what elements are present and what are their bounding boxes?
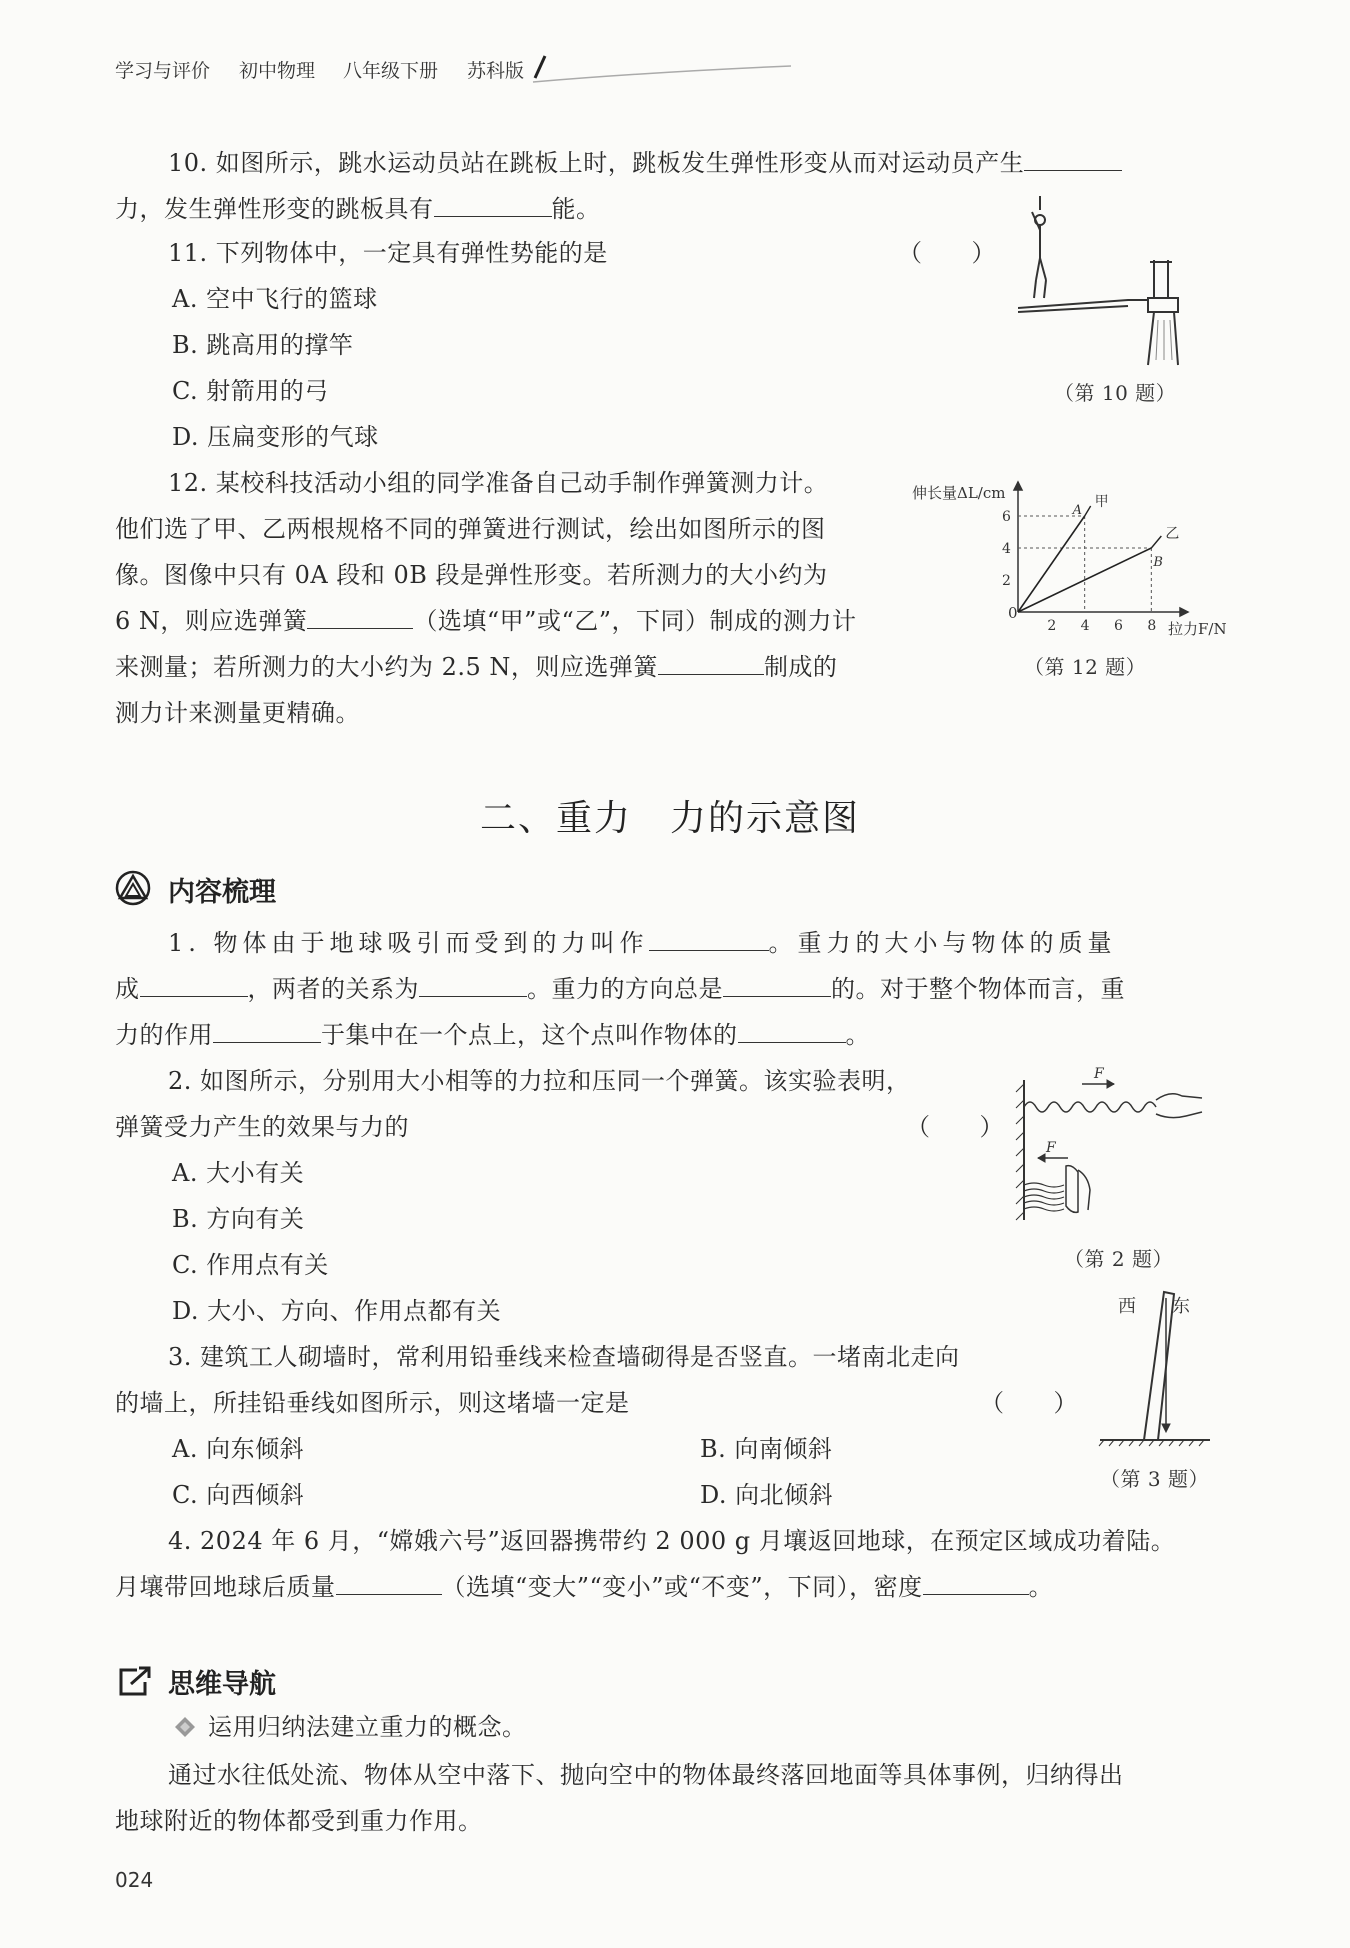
- chart-y-ticks: [1002, 509, 1011, 589]
- r3-figure-caption: （第 3 题）: [1100, 1467, 1209, 1491]
- force-label-top: F: [1094, 1066, 1104, 1082]
- west-label: 西: [1118, 1296, 1136, 1317]
- guide-heading: 思维导航: [168, 1669, 276, 1700]
- r1-blank-2[interactable]: [140, 974, 248, 997]
- q10-figure-caption: （第 10 题）: [1054, 381, 1177, 405]
- r1-blank-1[interactable]: [649, 928, 769, 951]
- r3-option-c[interactable]: C. 向西倾斜: [172, 1481, 305, 1509]
- r3-line2: 的墙上，所挂铅垂线如图所示，则这堵墙一定是: [115, 1389, 630, 1417]
- diamond-bullet-icon: [174, 1716, 196, 1742]
- q10-blank-2[interactable]: [434, 194, 552, 217]
- r1-blank-3[interactable]: [419, 974, 527, 997]
- q10-line1: 10. 如图所示，跳水运动员站在跳板上时，跳板发生弹性形变从而对运动员产生: [168, 148, 1122, 178]
- r3-answer-bracket[interactable]: （ ）: [980, 1389, 1078, 1417]
- r3-option-b[interactable]: B. 向南倾斜: [700, 1435, 833, 1463]
- q11-option-b[interactable]: B. 跳高用的撑竿: [172, 331, 354, 359]
- chart-y-tick-label: 4: [1002, 541, 1011, 557]
- q12-line5: 来测量；若所测力的大小约为 2.5 N，则应选弹簧 制成的: [115, 653, 838, 681]
- r1-blank-5[interactable]: [213, 1020, 321, 1043]
- section-title: 二、重力 力的示意图: [480, 798, 861, 839]
- chart-y-tick-label: 6: [1002, 509, 1011, 525]
- review-heading: 内容梳理: [168, 877, 276, 908]
- q12-line1: 12. 某校科技活动小组的同学准备自己动手制作弹簧测力计。: [168, 469, 829, 497]
- q12-line4: 6 N，则应选弹簧 （选填“甲”或“乙”，下同）制成的测力计: [115, 607, 857, 635]
- r2-answer-bracket[interactable]: （ ）: [906, 1113, 1004, 1141]
- r2-option-c[interactable]: C. 作用点有关: [172, 1251, 329, 1279]
- chart-x-tick-label: 4: [1080, 618, 1090, 634]
- page-header: [115, 52, 795, 92]
- r3-option-a[interactable]: A. 向东倾斜: [172, 1435, 305, 1463]
- r4-line2: 月壤带回地球后质量 （选填“变大”“变小”或“不变”，下同），密度 。: [115, 1573, 1054, 1601]
- r4-line1: 4. 2024 年 6 月，“嫦娥六号”返回器携带约 2 000 g 月壤返回地球，在预定区域成功着陆。: [168, 1527, 1176, 1555]
- r3-line1: 3. 建筑工人砌墙时，常利用铅垂线来检查墙砌得是否竖直。一堵南北走向: [168, 1343, 960, 1371]
- force-label-bottom: F: [1046, 1140, 1056, 1156]
- q12-line2: 他们选了甲、乙两根规格不同的弹簧进行测试，绘出如图所示的图: [115, 515, 826, 543]
- r2-line2: 弹簧受力产生的效果与力的: [115, 1113, 409, 1141]
- r3-option-d[interactable]: D. 向北倾斜: [700, 1481, 834, 1509]
- review-triangle-icon: [115, 870, 155, 906]
- q11-option-a[interactable]: A. 空中飞行的篮球: [172, 285, 378, 313]
- r1-line1: 1. 物体由于地球吸引而受到的力叫作 。重力的大小与物体的质量: [168, 929, 1117, 957]
- east-label: 东: [1172, 1296, 1190, 1317]
- q10-blank-1[interactable]: [1024, 148, 1122, 171]
- q11-option-d[interactable]: D. 压扁变形的气球: [172, 423, 379, 451]
- q11-stem: 11. 下列物体中，一定具有弹性势能的是: [168, 239, 608, 267]
- q12-figure-caption: （第 12 题）: [1024, 655, 1147, 679]
- chart-x-tick-label: 2: [1047, 618, 1057, 634]
- header-grade: 八年级下册: [343, 60, 439, 82]
- guide-arrow-box-icon: [115, 1664, 155, 1700]
- chart-x-tick-label: 8: [1147, 618, 1157, 634]
- chart-x-ticks: [1047, 618, 1156, 634]
- r4-blank-1[interactable]: [336, 1572, 442, 1595]
- spring-pull-push-figure: [1010, 1060, 1220, 1230]
- guide-paragraph-line1: 通过水往低处流、物体从空中落下、抛向空中的物体最终落回地面等具体事例，归纳得出: [168, 1761, 1124, 1789]
- r2-line1: 2. 如图所示，分别用大小相等的力拉和压同一个弹簧。该实验表明，: [168, 1067, 911, 1095]
- chart-y-arrow: [1014, 482, 1022, 490]
- chart-series-line-1: [1018, 516, 1085, 612]
- chart-x-arrow: [1180, 608, 1188, 616]
- page-number: 024: [115, 1868, 154, 1892]
- header-series: 学习与评价: [115, 60, 211, 82]
- r2-option-b[interactable]: B. 方向有关: [172, 1205, 305, 1233]
- r4-blank-2[interactable]: [923, 1572, 1029, 1595]
- r2-figure-caption: （第 2 题）: [1064, 1247, 1173, 1271]
- q12-line6: 测力计来测量更精确。: [115, 699, 360, 727]
- chart-point-label: A: [1072, 503, 1083, 518]
- header-edition: 苏科版: [467, 60, 525, 82]
- chart-series-name-label: 甲: [1094, 494, 1109, 510]
- chart-y-axis-label: 伸长量ΔL/cm: [912, 484, 1006, 502]
- q10-line2: 力，发生弹性形变的跳板具有 能。: [115, 195, 601, 223]
- q12-spring-chart: [910, 478, 1240, 648]
- chart-guide-lines: [1018, 516, 1151, 612]
- chart-series-name-label: 乙: [1165, 526, 1180, 542]
- chart-y-tick-label: 2: [1002, 573, 1011, 589]
- plumb-wall-figure: [1080, 1290, 1230, 1450]
- diving-board-figure: [1018, 190, 1193, 380]
- q11-option-c[interactable]: C. 射箭用的弓: [172, 377, 329, 405]
- q11-answer-bracket[interactable]: （ ）: [898, 239, 996, 267]
- r1-line2: 成 ，两者的关系为 。重力的方向总是 的。对于整个物体而言，重: [115, 975, 1125, 1003]
- guide-bullet-text: 运用归纳法建立重力的概念。: [208, 1713, 527, 1741]
- r2-option-d[interactable]: D. 大小、方向、作用点都有关: [172, 1297, 502, 1325]
- r1-blank-6[interactable]: [738, 1020, 846, 1043]
- header-level: 初中物理: [239, 60, 316, 82]
- q12-blank-2[interactable]: [658, 652, 764, 675]
- chart-point-label: B: [1153, 555, 1163, 570]
- guide-paragraph-line2: 地球附近的物体都受到重力作用。: [115, 1807, 483, 1835]
- chart-x-tick-label: 6: [1114, 618, 1123, 634]
- r2-option-a[interactable]: A. 大小有关: [172, 1159, 305, 1187]
- chart-series: [1018, 494, 1179, 612]
- chart-origin-label: 0: [1008, 604, 1018, 622]
- r1-blank-4[interactable]: [723, 974, 831, 997]
- chart-series-extension-1: [1085, 506, 1091, 516]
- r1-line3: 力的作用 于集中在一个点上，这个点叫作物体的 。: [115, 1021, 870, 1049]
- q12-blank-1[interactable]: [307, 606, 413, 629]
- chart-x-axis-label: 拉力F/N: [1168, 620, 1227, 638]
- q12-line3: 像。图像中只有 0A 段和 0B 段是弹性形变。若所测力的大小约为: [115, 561, 828, 589]
- pen-swoosh-icon: [531, 52, 801, 92]
- chart-series-extension-2: [1151, 536, 1161, 548]
